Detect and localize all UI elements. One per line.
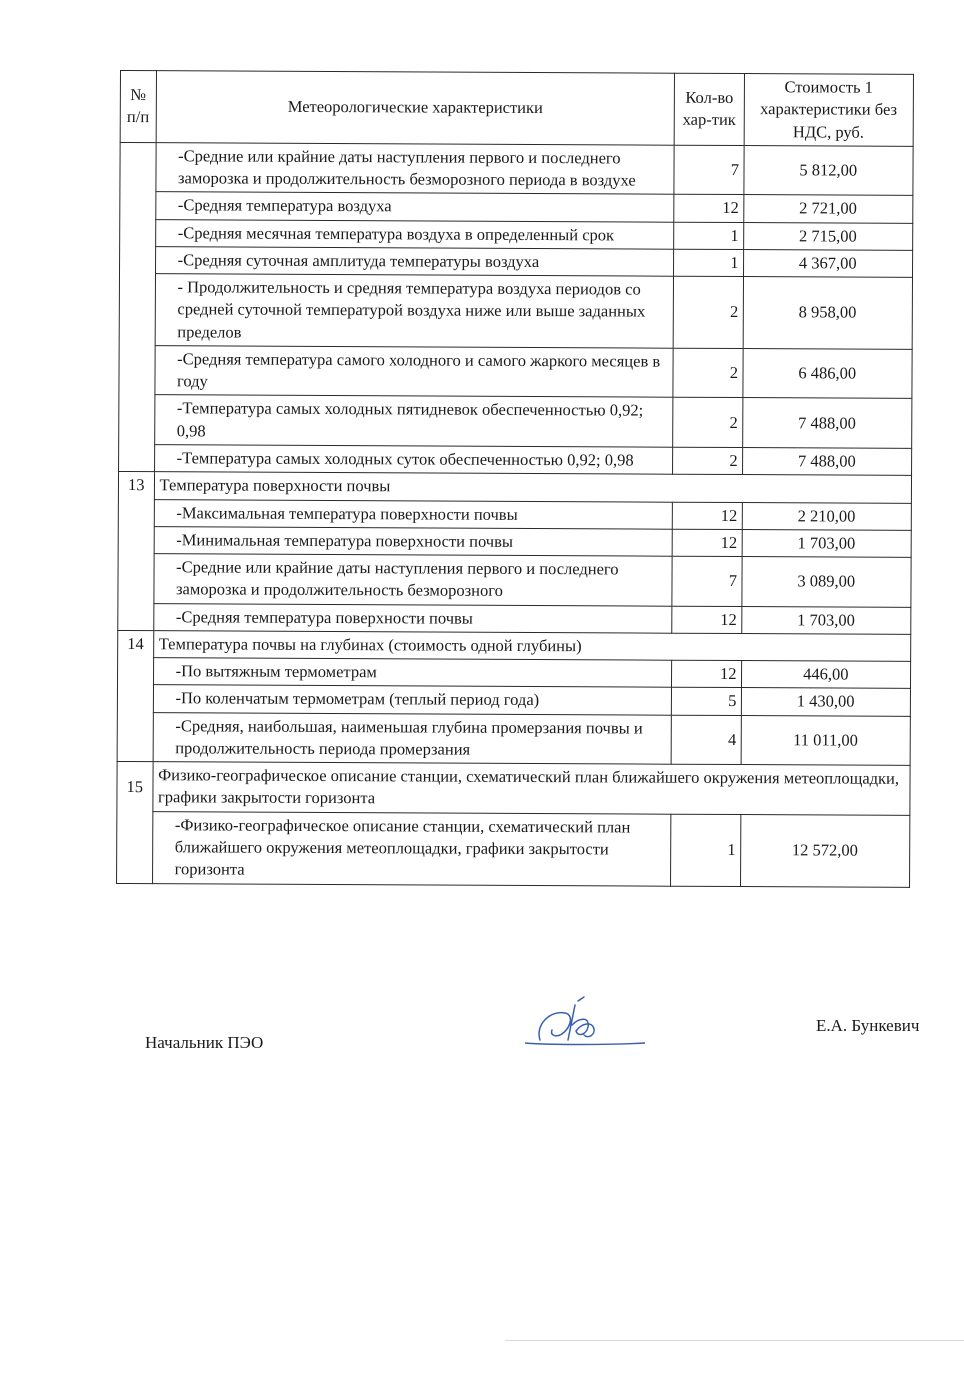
- row-name: -Средняя месячная температура воздуха в определенный срок: [155, 219, 674, 249]
- row-name: -Средняя температура самого холодного и самого жаркого месяцев в году: [154, 346, 673, 398]
- table-row: [120, 192, 913, 223]
- section-num: 14: [117, 630, 153, 762]
- table-row: [117, 685, 910, 716]
- row-cost: 2 721,00: [743, 195, 913, 223]
- row-cost: 446,00: [741, 661, 911, 689]
- page-edge-line: [505, 1340, 964, 1341]
- row-count: 12: [673, 529, 742, 557]
- row-name: -По вытяжным термометрам: [153, 658, 672, 688]
- row-cost: 1 430,00: [741, 688, 911, 716]
- row-name: -Средняя, наибольшая, наименьшая глубина промерзания почвы и продолжительность периода промерзания: [153, 712, 672, 764]
- tariff-table: [116, 70, 914, 887]
- row-count: 12: [672, 660, 741, 688]
- row-name: -Средняя температура поверхности почвы: [153, 603, 672, 633]
- row-name: -Средние или крайние даты наступления первого и последнего заморозка и продолжительность безморозного периода в воздухе: [155, 142, 674, 194]
- section-num: 15: [117, 762, 153, 884]
- table-row: [120, 246, 913, 277]
- row-cost: 8 958,00: [743, 277, 913, 350]
- row-cost: 3 089,00: [741, 557, 911, 607]
- table-row: [117, 811, 910, 887]
- row-cost: 2 715,00: [743, 222, 913, 250]
- row-count: 12: [672, 606, 741, 634]
- section-title: Температура почвы на глубинах (стоимость одной глубины): [153, 631, 911, 662]
- row-count: 1: [674, 249, 743, 277]
- section-title-row: [118, 630, 911, 661]
- row-cost: 1 703,00: [742, 529, 912, 557]
- row-count: 2: [673, 447, 742, 475]
- row-count: 4: [672, 715, 741, 765]
- row-cost: 7 488,00: [742, 398, 912, 448]
- section-num: 13: [118, 472, 154, 631]
- table-row: [119, 444, 912, 475]
- header-cost: Стоимость 1 характеристики без НДС, руб.: [744, 74, 914, 147]
- handwritten-signature: [520, 995, 650, 1055]
- row-name: -Средние или крайние даты наступления первого и последнего заморозка и продолжительность безморозного: [153, 554, 672, 606]
- section-title: Физико-географическое описание станции, схематический план ближайшего окружения метеоплощадки, графики закрытости горизонта: [152, 762, 910, 815]
- header-count: Кол-во хар-тик: [675, 73, 744, 145]
- table-row: [120, 219, 913, 250]
- row-num-cell: [119, 142, 156, 472]
- row-name: -Средняя температура воздуха: [155, 192, 674, 222]
- row-name: -Температура самых холодных суток обеспеченностью 0,92; 0,98: [154, 445, 673, 475]
- header-num: № п/п: [120, 71, 156, 143]
- row-cost: 7 488,00: [742, 448, 912, 476]
- row-cost: 5 812,00: [743, 145, 913, 195]
- section-title-row: [118, 472, 911, 503]
- table-row: [120, 142, 913, 195]
- row-count: 5: [672, 688, 741, 716]
- header-name: Метеорологические характеристики: [156, 71, 675, 145]
- table-row: [119, 345, 912, 398]
- table-row: [118, 554, 911, 607]
- row-count: 2: [674, 276, 743, 348]
- table-row: [119, 274, 912, 350]
- row-name: -По коленчатым термометрам (теплый период года): [153, 685, 672, 715]
- signer-name: Е.А. Бункевич: [816, 1016, 920, 1035]
- row-name: -Физико-географическое описание станции, схематический план ближайшего окружения метеоплощадки, графики закрытости горизонта: [152, 811, 671, 885]
- row-count: 12: [674, 195, 743, 223]
- row-name: -Температура самых холодных пятидневок обеспеченностью 0,92; 0,98: [154, 395, 673, 447]
- table-row: [119, 395, 912, 448]
- row-cost: 12 572,00: [740, 814, 910, 887]
- row-count: 12: [673, 502, 742, 530]
- row-count: 1: [671, 814, 740, 886]
- table-header-row: [120, 71, 913, 147]
- table-row: [117, 658, 910, 689]
- row-cost: 6 486,00: [742, 348, 912, 398]
- table-row: [118, 499, 911, 530]
- row-cost: 2 210,00: [742, 502, 912, 530]
- table-row: [118, 526, 911, 557]
- signer-position: Начальник ПЭО: [145, 1033, 264, 1052]
- row-name: -Средняя суточная амплитуда температуры воздуха: [155, 247, 674, 277]
- section-title-row: [117, 762, 910, 815]
- row-name: - Продолжительность и средняя температура воздуха периодов со средней суточной температурой воздуха ниже или выше заданных пределов: [155, 274, 674, 348]
- row-count: 7: [674, 145, 743, 195]
- table-row: [118, 603, 911, 634]
- row-name: -Минимальная температура поверхности почвы: [154, 526, 673, 556]
- row-cost: 11 011,00: [741, 715, 911, 765]
- row-count: 2: [673, 398, 742, 448]
- row-cost: 1 703,00: [741, 606, 911, 634]
- row-count: 2: [673, 348, 742, 398]
- row-count: 1: [674, 222, 743, 250]
- row-cost: 4 367,00: [743, 249, 913, 277]
- row-name: -Максимальная температура поверхности почвы: [154, 499, 673, 529]
- row-count: 7: [672, 556, 741, 606]
- section-title: Температура поверхности почвы: [154, 472, 912, 503]
- table-row: [117, 712, 910, 765]
